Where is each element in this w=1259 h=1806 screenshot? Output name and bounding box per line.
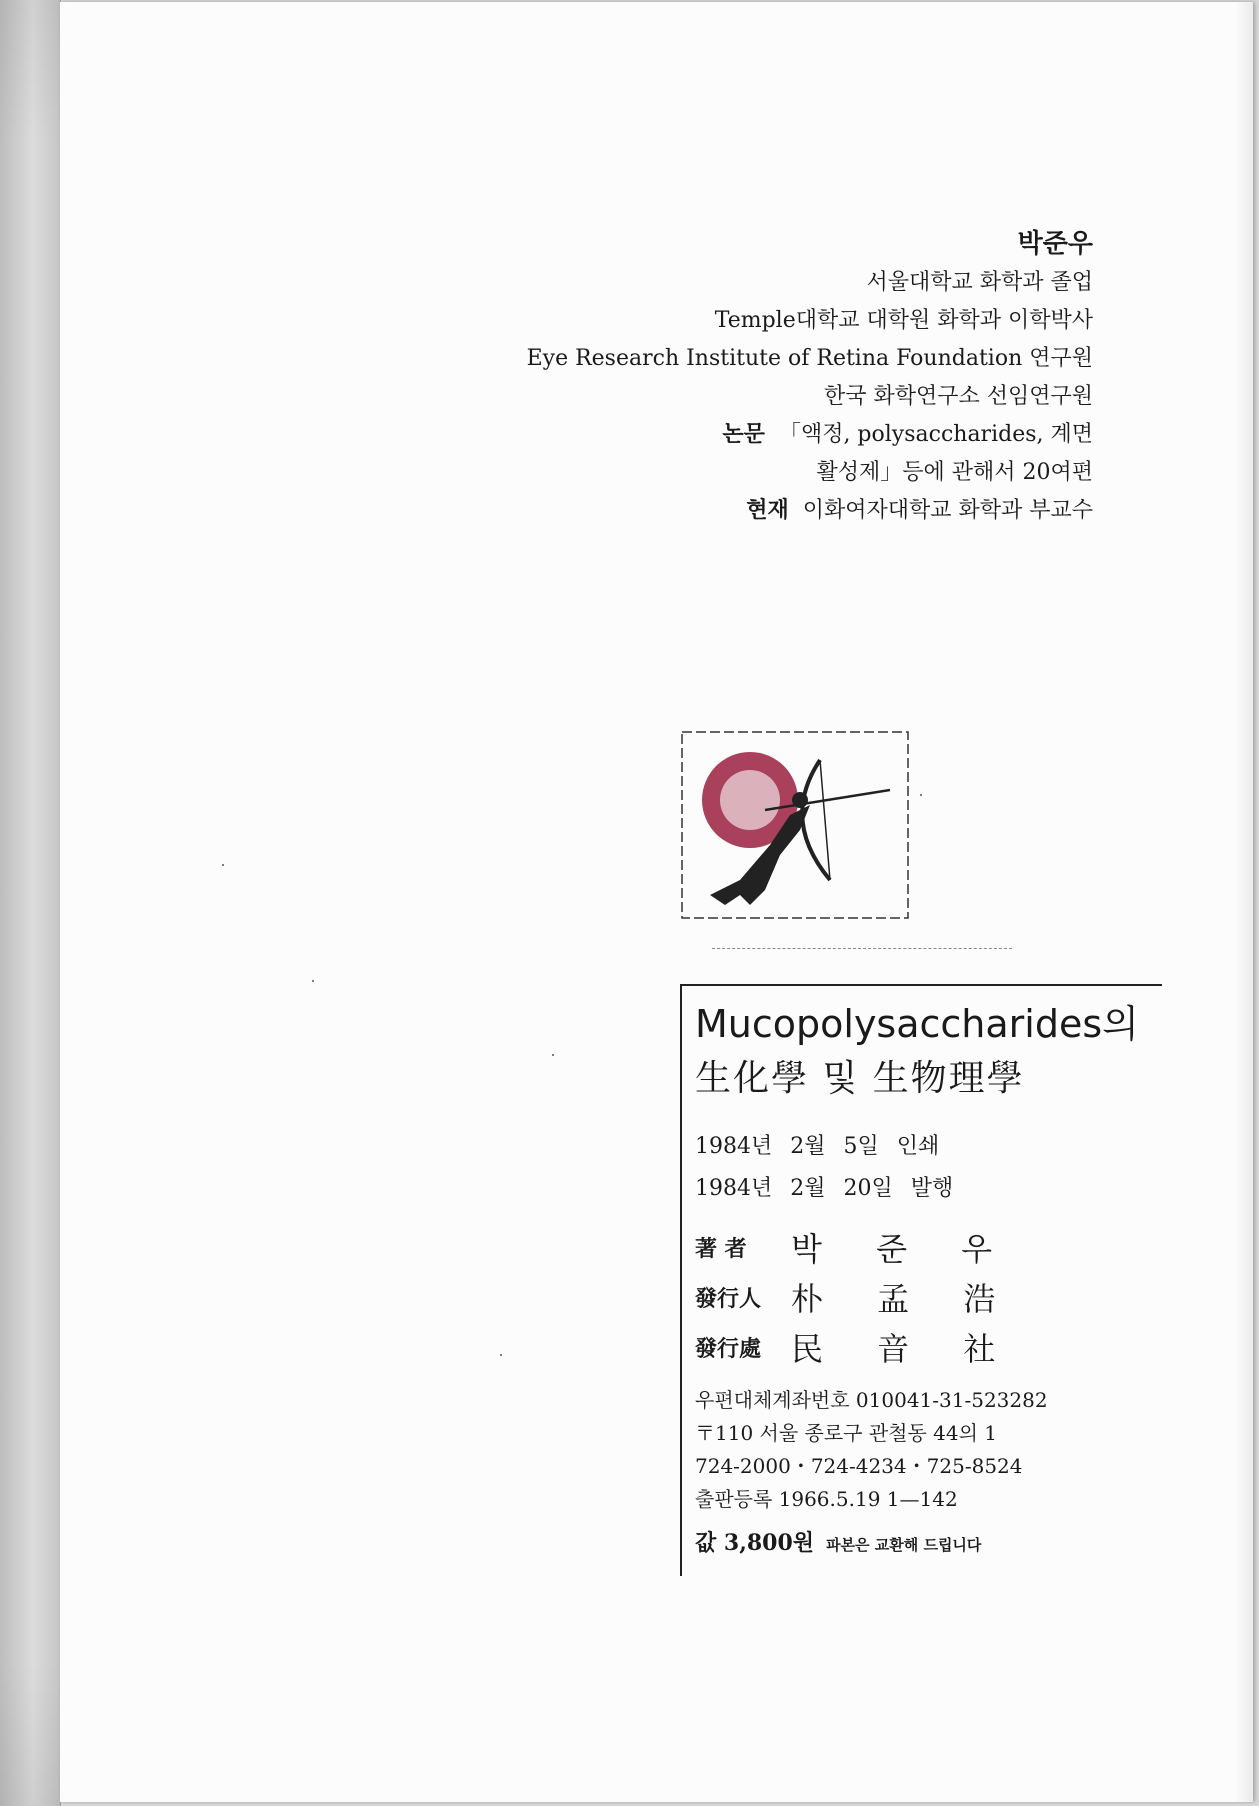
bio-line: Temple대학교 대학원 화학과 이학박사	[714, 308, 1093, 333]
print-speck	[222, 864, 224, 866]
date-month: 2월	[790, 1176, 826, 1201]
current-label: 현재	[746, 498, 789, 523]
date-action: 인쇄	[896, 1134, 940, 1159]
credit-role: 發行處	[695, 1335, 762, 1362]
credit-publisher	[695, 1272, 1017, 1322]
print-date-row	[695, 1126, 971, 1168]
page-edge-shade	[1235, 2, 1253, 1802]
date-year: 1984년	[695, 1134, 773, 1159]
logo-divider	[712, 948, 1012, 949]
date-month: 2월	[790, 1134, 826, 1159]
print-speck	[312, 980, 314, 982]
book-title: Mucopolysaccharides의	[695, 1002, 1139, 1046]
credit-name: 民 音 社	[791, 1330, 1018, 1368]
book-spine	[0, 0, 61, 1806]
spine-shading	[0, 0, 60, 1806]
date-action: 발행	[910, 1176, 954, 1201]
registration: 출판등록 1966.5.19 1—142	[695, 1487, 958, 1511]
print-speck	[552, 1054, 554, 1056]
colophon	[680, 984, 1162, 1576]
publisher-info	[695, 1384, 1048, 1516]
bio-line: 서울대학교 화학과 졸업	[866, 270, 1093, 295]
address: 〒110 서울 종로구 관철동 44의 1	[695, 1421, 998, 1445]
phone-numbers: 724-2000・724-4234・725-8524	[695, 1454, 1023, 1478]
bio-line: Eye Research Institute of Retina Foundation 연구원	[526, 346, 1093, 371]
print-speck	[500, 1354, 502, 1356]
author-bio	[373, 224, 1093, 530]
credit-role: 發行人	[695, 1285, 762, 1312]
author-name: 박준우	[1017, 229, 1093, 259]
publish-date-row	[695, 1168, 971, 1210]
book-subtitle: 生化學 및 生物理學	[695, 1058, 1025, 1099]
print-dates	[695, 1126, 971, 1210]
print-speck	[920, 794, 922, 796]
bio-current	[373, 492, 1093, 530]
price: 값 3,800원	[695, 1530, 815, 1556]
bow-icon	[802, 760, 830, 880]
date-year: 1984년	[695, 1176, 773, 1201]
papers-text-2: 활성제」등에 관해서 20여편	[816, 460, 1093, 485]
papers-text-1: 「액정, polysaccharides, 계면	[778, 422, 1093, 447]
credit-publishing-house	[695, 1322, 1017, 1372]
papers-label: 논문	[722, 422, 765, 447]
date-day: 5일	[843, 1134, 879, 1159]
credits	[695, 1222, 1017, 1372]
book-page	[60, 2, 1253, 1802]
defect-notice: 파본은 교환해 드립니다	[826, 1536, 982, 1554]
credit-author	[695, 1222, 1017, 1272]
date-day: 20일	[843, 1176, 893, 1201]
bio-papers	[373, 416, 1093, 454]
credit-name: 박 준 우	[791, 1230, 1015, 1268]
credit-name: 朴 孟 浩	[791, 1280, 1018, 1318]
credit-role: 著 者	[695, 1235, 747, 1262]
price-row	[695, 1526, 981, 1557]
current-position: 이화여자대학교 화학과 부교수	[802, 498, 1093, 523]
giro-account: 우편대체계좌번호 010041-31-523282	[695, 1388, 1048, 1412]
publisher-logo	[680, 730, 910, 920]
bio-line: 한국 화학연구소 선임연구원	[823, 384, 1093, 409]
